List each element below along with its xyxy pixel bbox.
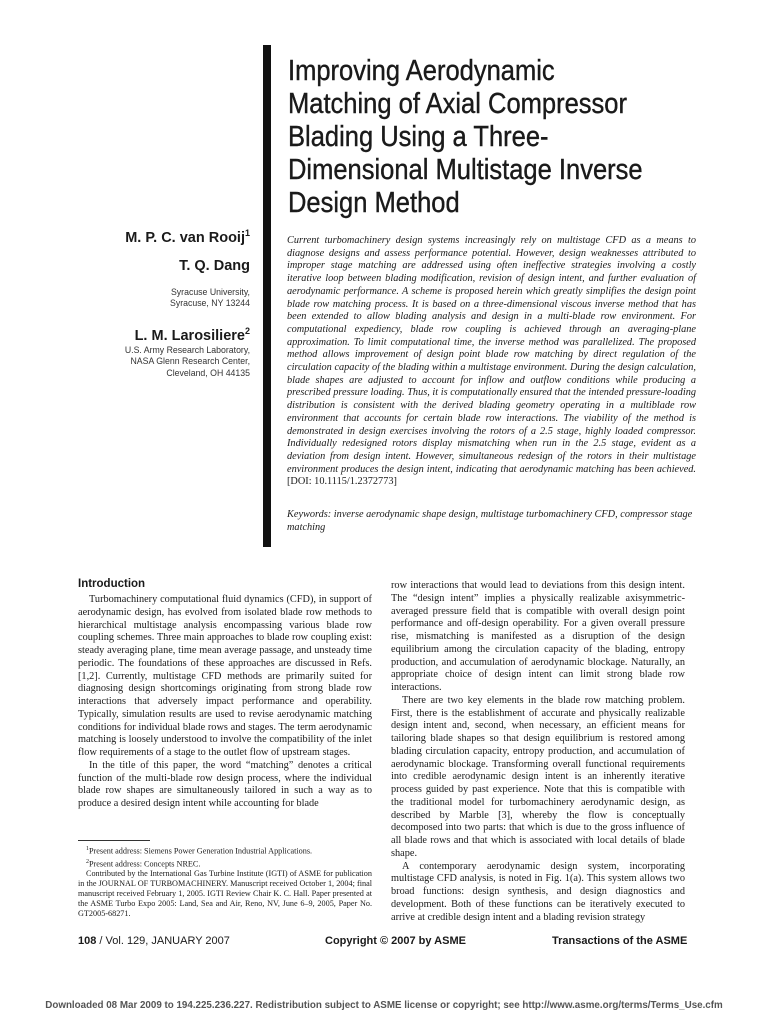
abstract-text: Current turbomachinery design systems increasingly rely on multistage CFD as a means to diagnose designs and assess performance potential. However, design weaknesses attributed to improper stage matching are addressed using often ineffective strategies involving a costly iterative loop between blading modification, revision of design intent, and further evaluation of aerodynamic performance. A scheme is proposed herein which greatly simplifies the design point blade row matching process. It is based on a three-dimensional viscous inverse method that has been extended to allow blading analysis and design in a multi-blade row environment. For computational expediency, blade row coupling is achieved through an averaging-plane approximation. To limit computational time, the inverse method was parallelized. The proposed method allows improvement of design point blade row matching by direct regulation of the circulation capacity of the blading within a multistage environment. During the design calculation, blade shapes are adjusted to account for inflow and outflow conditions while producing a prescribed pressure loading. Thus, it is computationally ensured that the intended pressure-loading distribution is consistent with the derived blading geometry operating in a multiblade row environment that accounts for certain blade row interactions. The viability of the method is demonstrated in design exercises involving the rotors of a 2.5 stage, highly loaded compressor. Individually redesigned rotors display mismatching when run in the 2.5 stage, evident as a deviation from design intent. However, simultaneous redesign of the rotors in their multistage environment produces the design intent, indicating that aerodynamic matching has been achieved. [287,235,696,475]
author-name: M. P. C. van Rooij$^1$ [125,228,250,246]
section-heading: Introduction [78,578,146,590]
footnotes [78,844,372,919]
download-notice: Downloaded 08 Mar 2009 to 194.225.236.227. Redistribution subject to ASME license or copyright; see http://www.asme.org/terms/Terms_Use.cfm [45,1000,723,1011]
body-paragraph: In the title of this paper, the word “matching” denotes a critical function of the multi-blade row design process, where the individual blade row shapes are simultaneously tailored in such a way as to produce a desired design intent while accounting for blade [78,759,372,809]
footnote-divider [78,840,150,841]
affiliation-line: U.S. Army Research Laboratory, [124,344,250,356]
footer-copyright: Copyright © 2007 by ASME [325,935,466,947]
footnote: Contributed by the International Gas Turbine Institute (IGTI) of ASME for publication in the JOURNAL OF TURBOMACHINERY. Manuscript received October 1, 2004; final manuscript received February 1, 2005. IGTI Review Chair K. C. Hall. Paper presented at the ASME Turbo Expo 2005: Land, Sea and Air, Reno, NV, June 6–9, 2005, Paper No. GT2005-68271. [78,869,372,919]
affiliation-line: Syracuse, NY 13244 [169,298,250,310]
author-name: L. M. Larosiliere$^2$ [134,325,250,344]
title-accent-bar [263,45,271,547]
footnote: $^2$Present address: Concepts NREC. [86,858,201,869]
body-column-right [391,580,685,924]
footer-page-info [78,935,230,947]
paper-title: Improving Aerodynamic Matching of Axial Compressor Blading Using a Three-Dimensional Multistage Inverse Design Method [288,55,643,219]
affiliation-line: Syracuse University, [170,286,250,298]
footnote: $^1$Present address: Siemens Power Generation Industrial Applications. [86,846,313,856]
abstract [287,235,696,489]
affiliation-line: NASA Glenn Research Center, [130,356,250,368]
affiliation-line: Cleveland, OH 44135 [166,367,250,379]
page-number: 108 [78,935,97,947]
footer-journal: Transactions of the ASME [552,935,688,947]
issue-info: / Vol. 129, JANUARY 2007 [99,935,230,947]
body-column-left [78,594,372,811]
author-name: T. Q. Dang [179,257,250,274]
keywords: Keywords: inverse aerodynamic shape design, multistage turbomachinery CFD, compressor stage matching [287,509,693,533]
author-block [100,224,250,379]
body-paragraph: Turbomachinery computational fluid dynamics (CFD), in support of aerodynamic design, has evolved from isolated blade row methods to hierarchical multistage analysis encompassing various blade row coupling schemes. Three main approaches to blade row coupling exist: steady averaging plane, time mean average passage, and unsteady time periodic. The foundations of these approaches are discussed in Refs. [1,2]. Currently, multistage CFD methods are primarily suited for diagnosing design shortcomings originating from strong blade row interactions that adversely impact performance and operability. Typically, simulation results are used to revise aerodynamic matching conditions for individual blade rows and stages. The term aerodynamic matching is loosely understood to involve the compatibility of the inlet flow requirements of a stage to the outlet flow of upstream stages. [78,594,372,758]
body-paragraph: A contemporary aerodynamic design system, incorporating multistage CFD analysis, is noted in Fig. 1(a). This system allows two broad functions: design synthesis, and design diagnostics and development. Both of these functions can be iteratively executed to arrive at credible design intent and a blading revision strategy [391,860,685,923]
body-paragraph: row interactions that would lead to deviations from this design intent. The “design intent” implies a physically realizable axisymmetric-averaged pressure field that is compatible with overall design point performance and off-design operability. For a given overall pressure rise, mismatching is manifested as a disruption of the design equilibrium among the circulation capacity of the blading, entropy production, and accumulation of aerodynamic blockage. Naturally, an appropriate choice of design intent can limit strong blade row interactions. [391,580,685,693]
doi-link[interactable]: [DOI: 10.1115/1.2372773] [287,476,397,488]
body-paragraph: There are two key elements in the blade row matching problem. First, there is the establishment of accurate and physically realizable design intent and, second, when necessary, an efficient means for tailoring blade shapes so that design equilibrium is restored among blading circulation capacity, entropy production, and accumulation of aerodynamic blockage. Transforming overall functional requirements into credible aerodynamic design intent is an inherently iterative process guided by past experience. Note that this is compatible with the traditional model for turbomachinery aerodynamic design, as described by Marble [3], whereby the flow is conceptually decomposed into two parts: that which is due to the gross influence of all blade rows and that which is associated with local details of blade shape. [391,694,685,859]
